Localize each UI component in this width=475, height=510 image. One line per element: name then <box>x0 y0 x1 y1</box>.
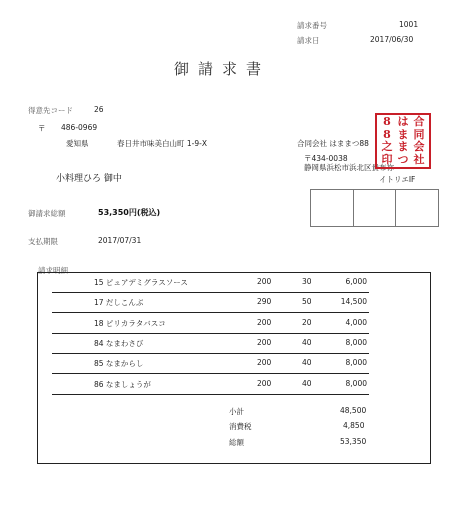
invoice-date: 2017/06/30 <box>370 35 414 44</box>
tax-value: 4,850 <box>343 421 365 430</box>
row-quantity: 30 <box>302 277 312 286</box>
table-row <box>52 333 369 354</box>
table-row <box>52 313 369 334</box>
customer-name: 小料理ひろ 御中 <box>56 174 122 184</box>
row-amount: 8,000 <box>345 378 367 388</box>
row-quantity: 40 <box>302 358 312 368</box>
row-item: 18 ピリカラタバスコ <box>94 318 166 328</box>
approval-box <box>396 190 438 226</box>
table-row <box>52 353 369 374</box>
grand-total-value: 53,350 <box>340 437 367 446</box>
total-amount: 53,350円(税込) <box>98 208 161 217</box>
seal-char: 同 <box>413 127 425 141</box>
row-amount: 6,000 <box>345 277 367 286</box>
seal-char: 社 <box>413 152 425 166</box>
table-row <box>52 292 369 313</box>
company-seal-stamp <box>375 113 431 169</box>
details-label: 請求明細 <box>38 266 68 275</box>
issuer-postal: 〒434-0038 <box>304 154 348 163</box>
issuer-company: 合同会社 はままつ88 <box>297 139 369 148</box>
table-row <box>52 374 369 395</box>
row-quantity: 40 <box>302 378 312 388</box>
customer-address: 春日井市味美白山町 1-9-X <box>117 139 207 148</box>
row-unit-price: 200 <box>257 337 272 347</box>
issuer-building: イトリエIF <box>379 175 416 184</box>
row-unit-price: 200 <box>257 358 272 368</box>
customer-postal-code: 486-0969 <box>61 123 98 132</box>
seal-char: つ <box>397 152 409 166</box>
approval-box <box>311 190 354 226</box>
invoice-date-label: 請求日 <box>297 36 320 45</box>
row-amount: 8,000 <box>345 337 367 347</box>
row-unit-price: 200 <box>257 277 272 286</box>
row-unit-price: 200 <box>257 317 272 327</box>
seal-char: 会 <box>413 140 425 153</box>
row-item: 15 ピュアデミグラスソース <box>94 278 188 287</box>
row-item: 84 なまわさび <box>94 338 144 348</box>
due-date: 2017/07/31 <box>98 236 142 245</box>
grand-total-label: 総額 <box>229 438 244 447</box>
customer-prefecture: 愛知県 <box>66 139 89 148</box>
row-quantity: 40 <box>302 337 312 347</box>
seal-char: 之 <box>381 140 393 153</box>
row-amount: 4,000 <box>345 317 367 327</box>
invoice-number-label: 請求番号 <box>297 21 327 30</box>
seal-char: 8 <box>383 127 391 141</box>
invoice-number: 1001 <box>399 20 419 29</box>
row-quantity: 50 <box>302 297 312 307</box>
seal-char: 8 <box>383 115 391 128</box>
seal-char: ま <box>397 140 409 153</box>
customer-code: 26 <box>94 105 104 114</box>
row-quantity: 20 <box>302 317 312 327</box>
row-amount: 14,500 <box>340 297 367 307</box>
seal-char: 印 <box>381 152 393 166</box>
seal-line-3 <box>382 116 393 166</box>
customer-code-label: 得意先コード <box>28 106 73 115</box>
approval-box <box>354 190 397 226</box>
approval-boxes <box>310 189 439 227</box>
document-title: 御請求書 <box>174 60 271 78</box>
seal-char: ま <box>397 127 409 141</box>
subtotal-label: 小計 <box>229 407 244 416</box>
seal-line-2 <box>398 116 409 166</box>
row-unit-price: 290 <box>257 297 272 307</box>
row-item: 86 なましょうが <box>94 379 151 389</box>
row-item: 17 だしこんぶ <box>94 298 144 308</box>
issuer-address: 静岡県浜松市浜北区貴布祢 <box>304 163 394 172</box>
subtotal-value: 48,500 <box>340 406 367 415</box>
table-row <box>52 272 369 293</box>
row-amount: 8,000 <box>345 358 367 368</box>
seal-char: 合 <box>413 115 425 128</box>
tax-label: 消費税 <box>229 422 252 431</box>
due-date-label: 支払期限 <box>28 237 58 246</box>
total-amount-label: 御請求総額 <box>28 209 66 218</box>
seal-line-1 <box>414 116 425 166</box>
row-item: 85 なまからし <box>94 359 144 369</box>
postal-mark: 〒 <box>38 124 46 133</box>
row-unit-price: 200 <box>257 378 272 388</box>
seal-char: は <box>397 115 409 128</box>
